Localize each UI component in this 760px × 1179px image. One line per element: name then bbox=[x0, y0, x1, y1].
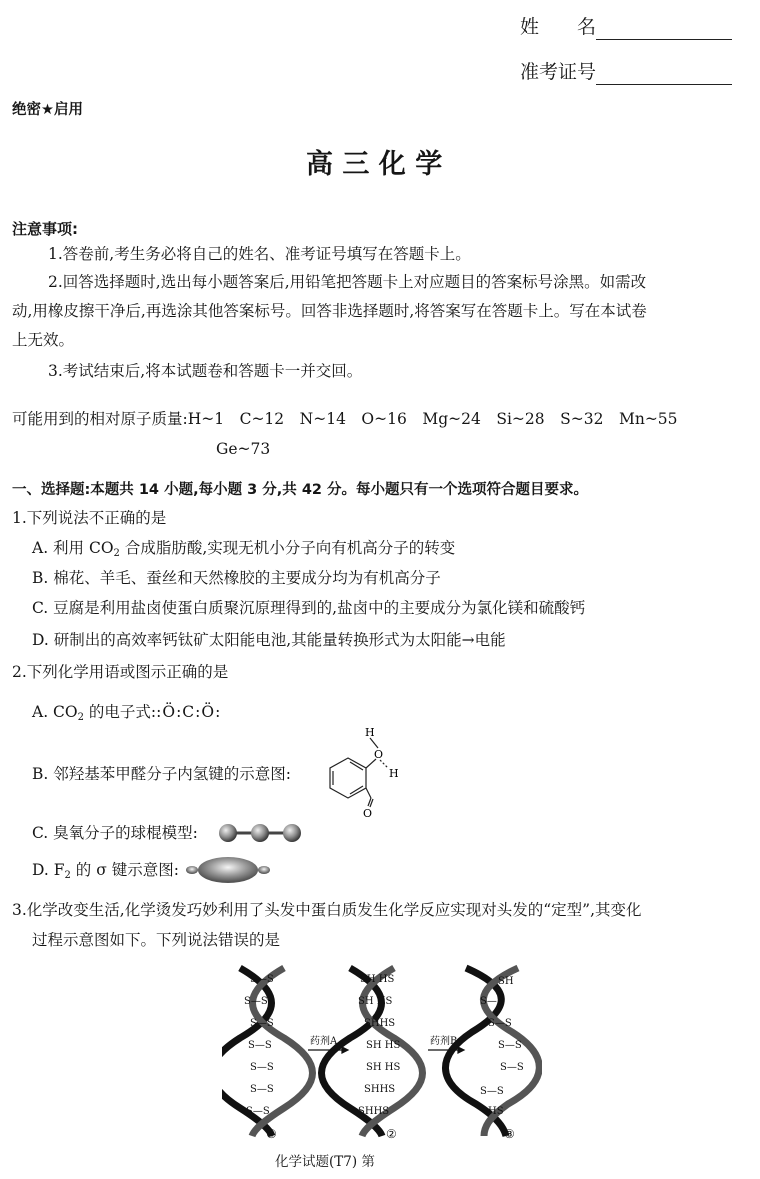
page-title: 高 三 化 学 bbox=[306, 149, 443, 180]
ozone-ball-stick-model bbox=[216, 821, 304, 845]
q1-option-a[interactable]: A. 利用 $CO_2$ 合成脂肪酸,实现无机小分子向有机高分子的转变 bbox=[32, 539, 456, 559]
section-heading: 一、选择题:本题共 14 小题,每小题 3 分,共 42 分。每小题只有一个选项符合题目要求。 bbox=[12, 482, 589, 498]
stage-label-1: ① bbox=[266, 1127, 277, 1141]
atomic-masses-line-1: 可能用到的相对原子质量:H~1 C~12 N~14 O~16 Mg~24 Si~28 S~32 Mn~55 bbox=[12, 410, 678, 428]
helix1-bond-6: S—S bbox=[250, 1084, 274, 1095]
co2-electron-formula: :Ö:C:Ö: bbox=[156, 703, 222, 721]
reagent-a-label: 药剂A bbox=[310, 1036, 338, 1047]
reagent-b-label: 药剂B bbox=[430, 1036, 458, 1047]
q3-stem-line-2: 过程示意图如下。下列说法错误的是 bbox=[32, 931, 281, 949]
helix3-bond-1: SH bbox=[498, 976, 514, 987]
helix2-bond-1: SH HS bbox=[360, 974, 395, 985]
helix1-bond-7: S—S bbox=[246, 1106, 270, 1117]
helix3-bond-5: S—S bbox=[500, 1062, 524, 1073]
helix3-bond-6: S—S bbox=[480, 1086, 504, 1097]
f2-sigma-bond-diagram bbox=[184, 854, 272, 886]
name-blank[interactable] bbox=[596, 15, 732, 40]
id-label: 准考证号 bbox=[520, 60, 732, 85]
helix2-bond-3: SHHS bbox=[364, 1018, 396, 1029]
oxygen-ball-middle bbox=[251, 824, 269, 842]
helix3-bond-4: S—S bbox=[498, 1040, 522, 1051]
atomic-masses-line-2: Ge~73 bbox=[216, 440, 271, 458]
page-footer: 化学试题(T7) 第 bbox=[275, 1154, 375, 1170]
hair-perm-diagram bbox=[222, 962, 542, 1142]
q2-option-b[interactable]: B. 邻羟基苯甲醛分子内氢键的示意图: bbox=[32, 765, 291, 783]
helix1-bond-2: S—S bbox=[244, 996, 268, 1007]
atom-h-right: H bbox=[389, 767, 399, 780]
q2-option-a[interactable]: A. $CO_2$ 的电子式::Ö:C:Ö: bbox=[32, 703, 222, 723]
helix3-bond-2: S—S bbox=[480, 996, 504, 1007]
helix1-bond-5: S—S bbox=[250, 1062, 274, 1073]
notice-item-2-line-2: 动,用橡皮擦干净后,再选涂其他答案标号。回答非选择题时,将答案写在答题卡上。写在本试卷 bbox=[12, 302, 647, 320]
q2-stem: 2.下列化学用语或图示正确的是 bbox=[12, 663, 229, 681]
helix2-bond-5: SH HS bbox=[366, 1062, 401, 1073]
q3-stem-line-1: 3.化学改变生活,化学烫发巧妙利用了头发中蛋白质发生化学反应实现对头发的“定型”,其变化 bbox=[12, 901, 642, 919]
q1-option-d[interactable]: D. 研制出的高效率钙钛矿太阳能电池,其能量转换形式为太阳能→电能 bbox=[32, 631, 506, 649]
atom-o-bottom: O bbox=[363, 807, 373, 818]
helix1-bond-1: S—S bbox=[250, 974, 274, 985]
notice-item-1: 1.答卷前,考生务必将自己的姓名、准考证号填写在答题卡上。 bbox=[48, 245, 471, 263]
helix2-bond-7: SHHS bbox=[358, 1106, 390, 1117]
q1-option-b[interactable]: B. 棉花、羊毛、蚕丝和天然橡胶的主要成分均为有机高分子 bbox=[32, 569, 441, 587]
helix1-bond-4: S—S bbox=[248, 1040, 272, 1051]
atom-o-top: O bbox=[374, 748, 384, 761]
atom-h-top: H bbox=[365, 726, 375, 739]
secret-mark: 绝密★启用 bbox=[12, 102, 83, 118]
notice-item-2-line-3: 上无效。 bbox=[12, 331, 75, 349]
notice-item-2-line-1: 2.回答选择题时,选出每小题答案后,用铅笔把答题卡上对应题目的答案标号涂黑。如需改 bbox=[48, 273, 647, 291]
stage-label-3: ③ bbox=[504, 1127, 515, 1141]
name-label: 姓 名 bbox=[520, 15, 732, 40]
q2-option-c[interactable]: C. 臭氧分子的球棍模型: bbox=[32, 824, 198, 842]
helix3-bond-3: S—S bbox=[488, 1018, 512, 1029]
stage-label-2: ② bbox=[386, 1127, 397, 1141]
notice-item-3: 3.考试结束后,将本试题卷和答题卡一并交回。 bbox=[48, 362, 363, 380]
helix3-bond-7: HS bbox=[488, 1106, 504, 1117]
oxygen-ball-left bbox=[219, 824, 237, 842]
helix2-bond-6: SHHS bbox=[364, 1084, 396, 1095]
id-blank[interactable] bbox=[596, 60, 732, 85]
q1-stem: 1.下列说法不正确的是 bbox=[12, 509, 167, 527]
helix2-bond-2: SH HS bbox=[358, 996, 393, 1007]
q2-option-d[interactable]: D. $F_2$ 的 σ 键示意图: bbox=[32, 861, 179, 881]
salicylaldehyde-hbond-diagram bbox=[316, 726, 402, 818]
helix2-bond-4: SH HS bbox=[366, 1040, 401, 1051]
oxygen-ball-right bbox=[283, 824, 301, 842]
footer-fade-overlay bbox=[385, 1148, 525, 1178]
helix1-bond-3: S—S bbox=[250, 1018, 274, 1029]
notice-heading: 注意事项: bbox=[12, 220, 78, 238]
q1-option-c[interactable]: C. 豆腐是利用盐卤使蛋白质聚沉原理得到的,盐卤中的主要成分为氯化镁和硫酸钙 bbox=[32, 599, 586, 617]
